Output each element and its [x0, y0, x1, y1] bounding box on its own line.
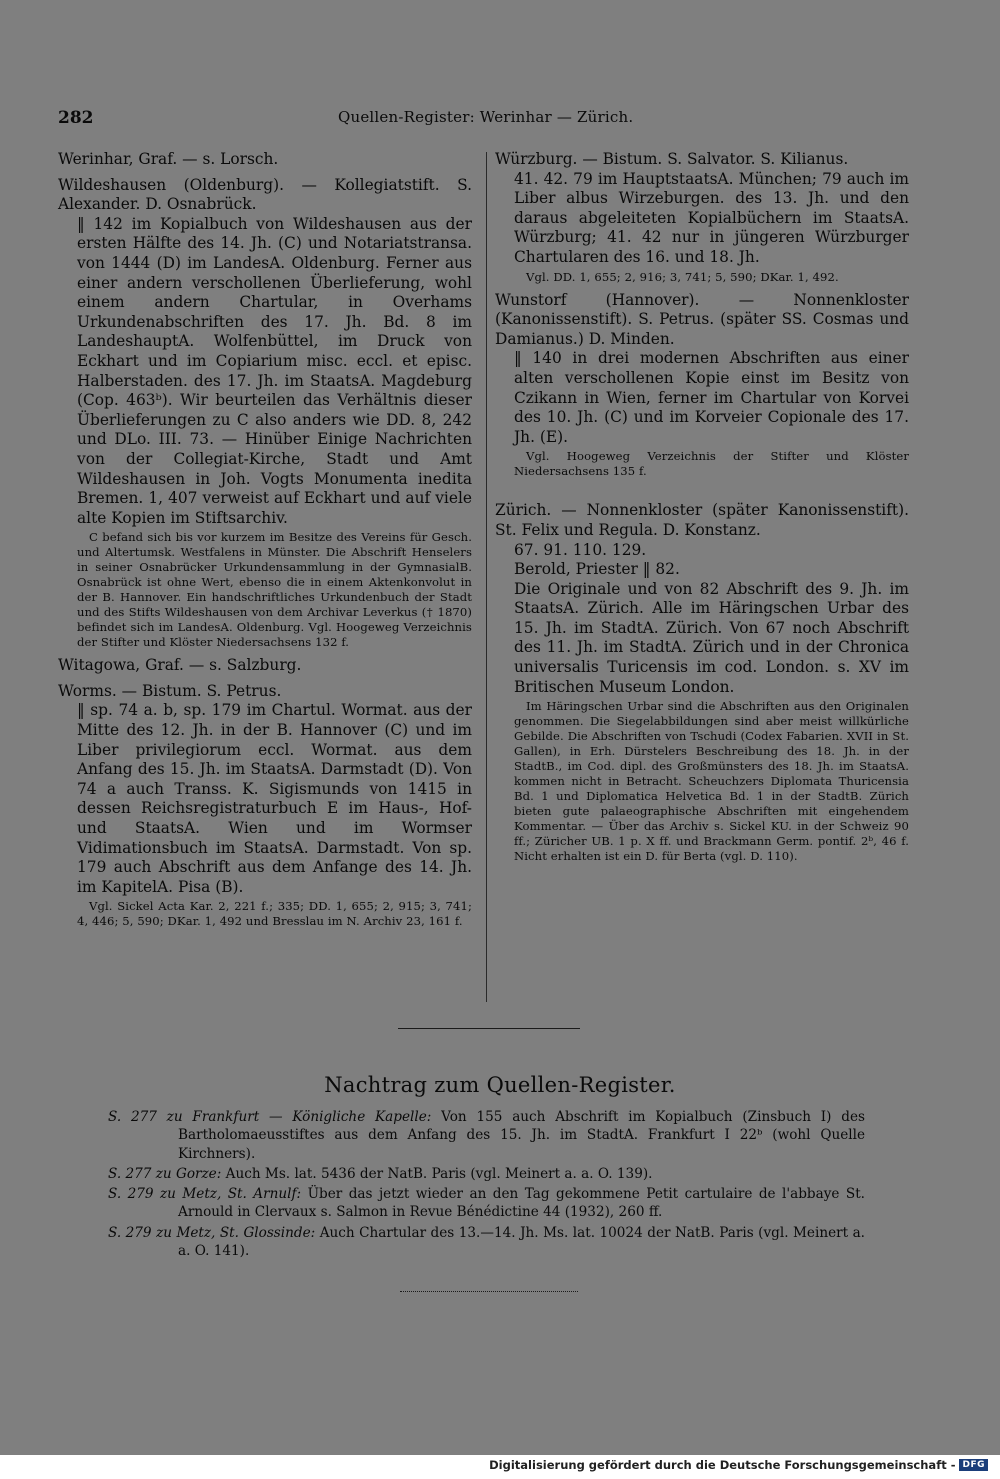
entry-footnote: C befand sich bis vor kurzem im Besitze des Vereins für Gesch. und Altertumsk. Westfalens in Münster. Die Abschrift Henselers in seiner Osnabrücker Urkundensammlung in der GymnasialB. Osnabrück ist ohne Wert, ebenso die in einem Aktenkonvolut in der B. Hannover. Ein handschriftliches Urkundenbuch der Stadt und des Stifts Wildeshausen von dem Archivar Leverkus († 1870) befindet sich im LandesA. Oldenburg. Vgl. Hoogeweg Verzeichnis der Stifter und Klöster Niedersachsens 132 f. — [77, 530, 472, 650]
right-column — [495, 150, 909, 870]
entry-witagowa — [58, 656, 472, 676]
entry-body: 41. 42. 79 im HauptstaatsA. München; 79 auch im Liber albus Wirzeburgen. des 13. Jh. und den daraus abgeleiteten Kopialbüchern im StaatsA. Würzburg; 41. 42 nur in jüngeren Würzburger Chartularen des 16. und 18. Jh. — [514, 169, 909, 266]
entry-wildeshausen — [58, 176, 472, 651]
section-rule — [398, 1028, 580, 1029]
running-head — [58, 108, 968, 134]
entry-wuerzburg — [495, 150, 909, 285]
spacer — [495, 485, 909, 501]
left-column — [58, 150, 472, 935]
entry-title: Werinhar, Graf. — s. Lorsch. — [58, 150, 279, 168]
nachtrag-text: Von 155 auch Abschrift im Kopialbuch (Zinsbuch I) des Bartholomaeusstiftes aus dem Anfang des 15. Jh. im StadtA. Frankfurt I 22ᵇ (wohl Quelle Kirchners). — [178, 1109, 865, 1162]
entry-body: Die Originale und von 82 Abschrift des 9. Jh. im StaatsA. Zürich. Alle im Häringschen Urbar des 15. Jh. im StadtA. Zürich. Von 67 noch Abschrift des 11. Jh. im StadtA. Zürich und in der Chronica universalis Turicensis im cod. London. s. XV im Britischen Museum London. — [514, 579, 909, 696]
entry-title: Würzburg. — Bistum. S. Salvator. S. Kilianus. — [495, 150, 849, 168]
nachtrag-ref: S. 279 zu Metz, St. Glossinde: — [108, 1224, 316, 1241]
nachtrag-item — [108, 1224, 865, 1261]
entry-title: Zürich. — Nonnenkloster (später Kanonissenstift). St. Felix und Regula. D. Konstanz. — [495, 501, 909, 539]
nachtrag-text: Über das jetzt wieder an den Tag gekommene Petit cartulaire de l'abbaye St. Arnould in Clervaux s. Salmon in Revue Bénédictine 44 (1932), 260 ff. — [178, 1186, 865, 1221]
entry-title: Witagowa, Graf. — s. Salzburg. — [58, 656, 302, 675]
entry-wunstorf — [495, 291, 909, 480]
nachtrag-item — [108, 1165, 865, 1183]
nachtrag-ref: S. 279 zu Metz, St. Arnulf: — [108, 1186, 302, 1203]
entry-zuerich — [495, 501, 909, 864]
nachtrag-ref: S. 277 zu Gorze: — [108, 1165, 222, 1182]
nachtrag-text: Auch Chartular des 13.—14. Jh. Ms. lat. 10024 der NatB. Paris (vgl. Meinert a. a. O. 141). — [178, 1224, 865, 1260]
nachtrag-item — [108, 1185, 865, 1222]
entry-title: Wunstorf (Hannover). — Nonnenkloster (Kanonissenstift). S. Petrus. (später SS. Cosmas und Damianus.) D. Minden. — [495, 290, 909, 348]
entry-footnote: Vgl. DD. 1, 655; 2, 916; 3, 741; 5, 590; DKar. 1, 492. — [526, 269, 839, 284]
entry-footnote: Vgl. Sickel Acta Kar. 2, 221 f.; 335; DD. 1, 655; 2, 915; 3, 741; 4, 446; 5, 590; DKar. 1, 492 und Bresslau im N. Archiv 23, 161 f. — [77, 899, 472, 929]
entry-werinhar — [58, 150, 472, 170]
nachtrag-item — [108, 1108, 865, 1163]
footer-text: Digitalisierung gefördert durch die Deutsche Forschungsgemeinschaft - — [489, 1458, 956, 1472]
nachtrag-ref: S. 277 zu Frankfurt — Königliche Kapelle: — [108, 1109, 432, 1125]
footer — [489, 1458, 988, 1472]
entry-title: Wildeshausen (Oldenburg). — Kollegiatstift. S. Alexander. D. Osnabrück. — [58, 175, 472, 214]
entry-footnote: Vgl. Hoogeweg Verzeichnis der Stifter und Klöster Niedersachsens 135 f. — [514, 449, 909, 479]
nachtrag-heading: Nachtrag zum Quellen-Register. — [324, 1073, 676, 1097]
entry-body: ‖ 140 in drei modernen Abschriften aus einer alten verschollenen Kopie einst im Besitz von Czikann in Wien, ferner im Chartular von Korvei des 10. Jh. (C) und im Korveier Copionale des 17. Jh. (E). — [514, 349, 909, 446]
dfg-logo-icon: DFG — [959, 1459, 988, 1471]
entry-body: ‖ 142 im Kopialbuch von Wildeshausen aus der ersten Hälfte des 14. Jh. (C) und Notariatstransa. von 1444 (D) im LandesA. Oldenburg. Ferner aus einer andern verschollenen Überlieferung, wohl einem andern Chartular, in Overhams Urkundenabschriften des 17. Jh. Bd. 8 im LandeshauptA. Wolfenbüttel, im Druck von Eckhart und im Copiarium misc. eccl. et episc. Halberstaden. des 17. Jh. im StaatsA. Magdeburg (Cop. 463ᵇ). Wir beurteilen das Verhältnis dieser Überlieferungen zu C also anders wie DD. 8, 242 und DLo. III. 73. — Hinüber Einige Nachrichten von der Collegiat-Kirche, Stadt und Amt Wildeshausen in Joh. Vogts Monumenta inedita Bremen. 1, 407 verweist auf Eckhart und auf viele alte Kopien im Stiftsarchiv. — [77, 214, 472, 527]
nachtrag-list — [108, 1108, 865, 1262]
column-divider — [486, 152, 487, 1002]
entry-berold: Berold, Priester ‖ 82. — [514, 560, 680, 579]
entry-worms — [58, 682, 472, 930]
end-rule — [400, 1291, 578, 1293]
nachtrag-text: Auch Ms. lat. 5436 der NatB. Paris (vgl. Meinert a. a. O. 139). — [225, 1165, 653, 1182]
entry-numbers: 67. 91. 110. 129. — [514, 540, 647, 559]
page-number: 282 — [58, 108, 94, 128]
entry-footnote: Im Häringschen Urbar sind die Abschriften aus den Originalen genommen. Die Siegelabbildungen sind aber meist willkürliche Gebilde. Die Abschriften von Tschudi (Codex Fabarien. XVII in St. Gallen), in Erh. Dürstelers Beschreibung des 18. Jh. in der StadtB., im Cod. dipl. des Großmünsters des 18. Jh. im StaatsA. kommen nicht in Betracht. Scheuchzers Diplomata Thuricensia Bd. 1 und Diplomatica Helvetica Bd. 1 in der StadtB. Zürich bieten gute palaeographische Abschriften mit eingehendem Kommentar. — Über das Archiv s. Sickel KU. in der Schweiz 90 ff.; Züricher UB. 1 p. X ff. und Brackmann Germ. pontif. 2ᵇ, 46 f. Nicht erhalten ist ein D. für Berta (vgl. D. 110). — [514, 699, 909, 864]
entry-title: Worms. — Bistum. S. Petrus. — [58, 681, 282, 700]
header-title: Quellen-Register: Werinhar — Zürich. — [338, 108, 634, 126]
entry-body: ‖ sp. 74 a. b, sp. 179 im Chartul. Wormat. aus der Mitte des 12. Jh. in der B. Hannover (C) und im Liber privilegiorum eccl. Wormat. aus dem Anfang des 15. Jh. im StaatsA. Darmstadt (D). Von 74 a auch Transs. K. Sigismunds von 1415 in dessen Reichsregistraturbuch E im Haus-, Hof- und StaatsA. Wien und im Wormser Vidimationsbuch im StaatsA. Darmstadt. Von sp. 179 auch Abschrift aus dem Anfange des 14. Jh. im KapitelA. Pisa (B). — [77, 701, 472, 896]
